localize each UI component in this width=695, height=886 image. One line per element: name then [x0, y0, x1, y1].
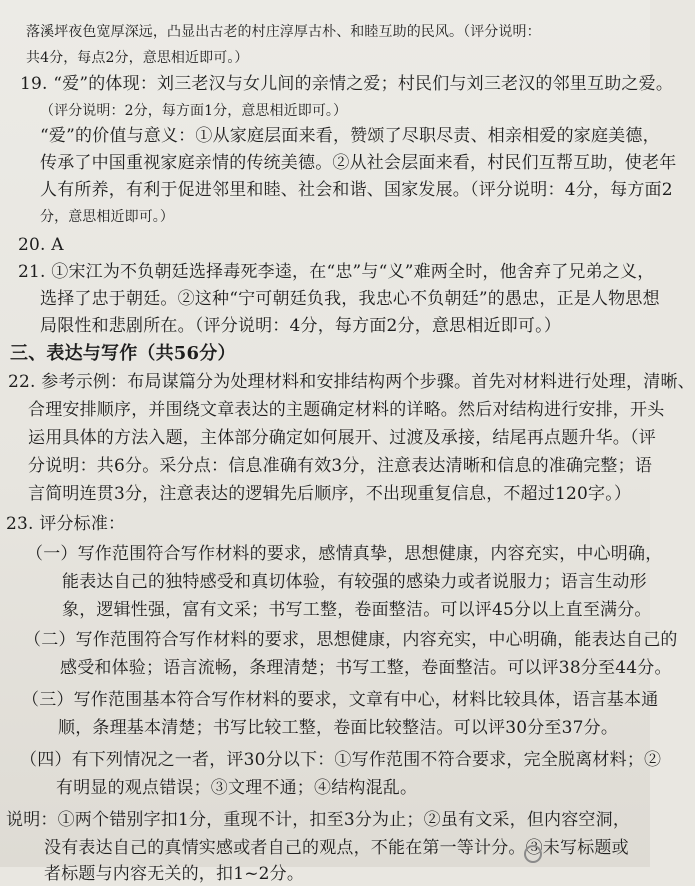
note-line-3: 者标题与内容无关的，扣1~2分。: [44, 864, 305, 884]
note-line-1: 说明：①两个错别字扣1分，重现不计，扣至3分为止；②虽有文采，但内容空洞，: [6, 810, 631, 830]
text-line-4: （评分说明：2分，每方面1分，意思相近即可。）: [40, 103, 348, 119]
text-line-18: 言简明连贯3分，注意表达的逻辑先后顺序，不出现重复信息，不超过120字。）: [28, 484, 632, 504]
section-heading: 三、表达与写作（共56分）: [10, 343, 236, 364]
text-line-8: 分，意思相近即可。）: [40, 209, 174, 225]
text-line-15: 合理安排顺序，并围绕文章表达的主题确定材料的详略。然后对结构进行安排，开头: [28, 400, 665, 420]
criteria-2-line-1: （二）写作范围符合写作材料的要求，思想健康，内容充实，中心明确，能表达自己的: [24, 630, 678, 650]
watermark-logo-icon: [524, 845, 542, 863]
text-line-5: “爱”的价值与意义：①从家庭层面来看，赞颂了尽职尽责、相亲相爱的家庭美德，: [40, 126, 660, 146]
criteria-3-line-2: 顺，条理基本清楚；书写比较工整，卷面比较整洁。可以评30分至37分。: [58, 718, 619, 738]
text-line-6: 传承了中国重视家庭亲情的传统美德。②从社会层面来看，村民们互帮互助，使老年: [40, 153, 677, 173]
text-line-1: 落溪坪夜色宽厚深远，凸显出古老的村庄淳厚古朴、和睦互助的民风。（评分说明：: [26, 24, 541, 40]
question-19: 19. “爱”的体现：刘三老汉与女儿间的亲情之爱；村民们与刘三老汉的邻里互助之爱。: [20, 74, 674, 94]
text-line-16: 运用具体的方法入题，主体部分确定如何展开、过渡及承接，结尾再点题升华。（评: [28, 428, 656, 448]
watermark: [524, 843, 644, 865]
text-line-7: 人有所养，有利于促进邻里和睦、社会和谐、国家发展。（评分说明：4分，每方面2: [40, 180, 673, 200]
text-line-12: 局限性和悲剧所在。（评分说明：4分，每方面2分，意思相近即可。）: [40, 316, 562, 336]
criteria-3-line-1: （三）写作范围基本符合写作材料的要求，文章有中心，材料比较具体，语言基本通: [22, 690, 659, 710]
criteria-2-line-2: 感受和体验；语言流畅，条理清楚；书写工整，卷面整洁。可以评38分至44分。: [60, 658, 672, 678]
criteria-4-line-1: （四）有下列情况之一者，评30分以下：①写作范围不符合要求，完全脱离材料；②: [20, 750, 662, 770]
question-23: 23. 评分标准：: [6, 514, 126, 534]
question-20: 20. A: [18, 235, 64, 255]
question-21: 21. ①宋江为不负朝廷选择毒死李逵，在“忠”与“义”难两全时，他舍弃了兄弟之义，: [18, 262, 655, 282]
text-line-11: 选择了忠于朝廷。②这种“宁可朝廷负我，我忠心不负朝廷”的愚忠，正是人物思想: [40, 289, 660, 309]
criteria-1-line-1: （一）写作范围符合写作材料的要求，感情真挚，思想健康，内容充实，中心明确，: [26, 544, 663, 564]
criteria-1-line-3: 象，逻辑性强，富有文采；书写工整，卷面整洁。可以评45分以上直至满分。: [62, 600, 652, 620]
text-line-17: 分说明：共6分。采分点：信息准确有效3分，注意表达清晰和信息的准确完整；语: [28, 456, 653, 476]
note-line-2: 没有表达自己的真情实感或者自己的观点，不能在第一等计分。③未写标题或: [44, 838, 629, 858]
criteria-4-line-2: 有明显的观点错误；③文理不通；④结构混乱。: [56, 778, 418, 798]
question-22: 22. 参考示例：布局谋篇分为处理材料和安排结构两个步骤。首先对材料进行处理，清晰、: [8, 372, 695, 392]
text-line-2: 共4分，每点2分，意思相近即可。）: [26, 50, 249, 66]
criteria-1-line-2: 能表达自己的独特感受和真切体验，有较强的感染力或者说服力；语言生动形: [62, 572, 647, 592]
